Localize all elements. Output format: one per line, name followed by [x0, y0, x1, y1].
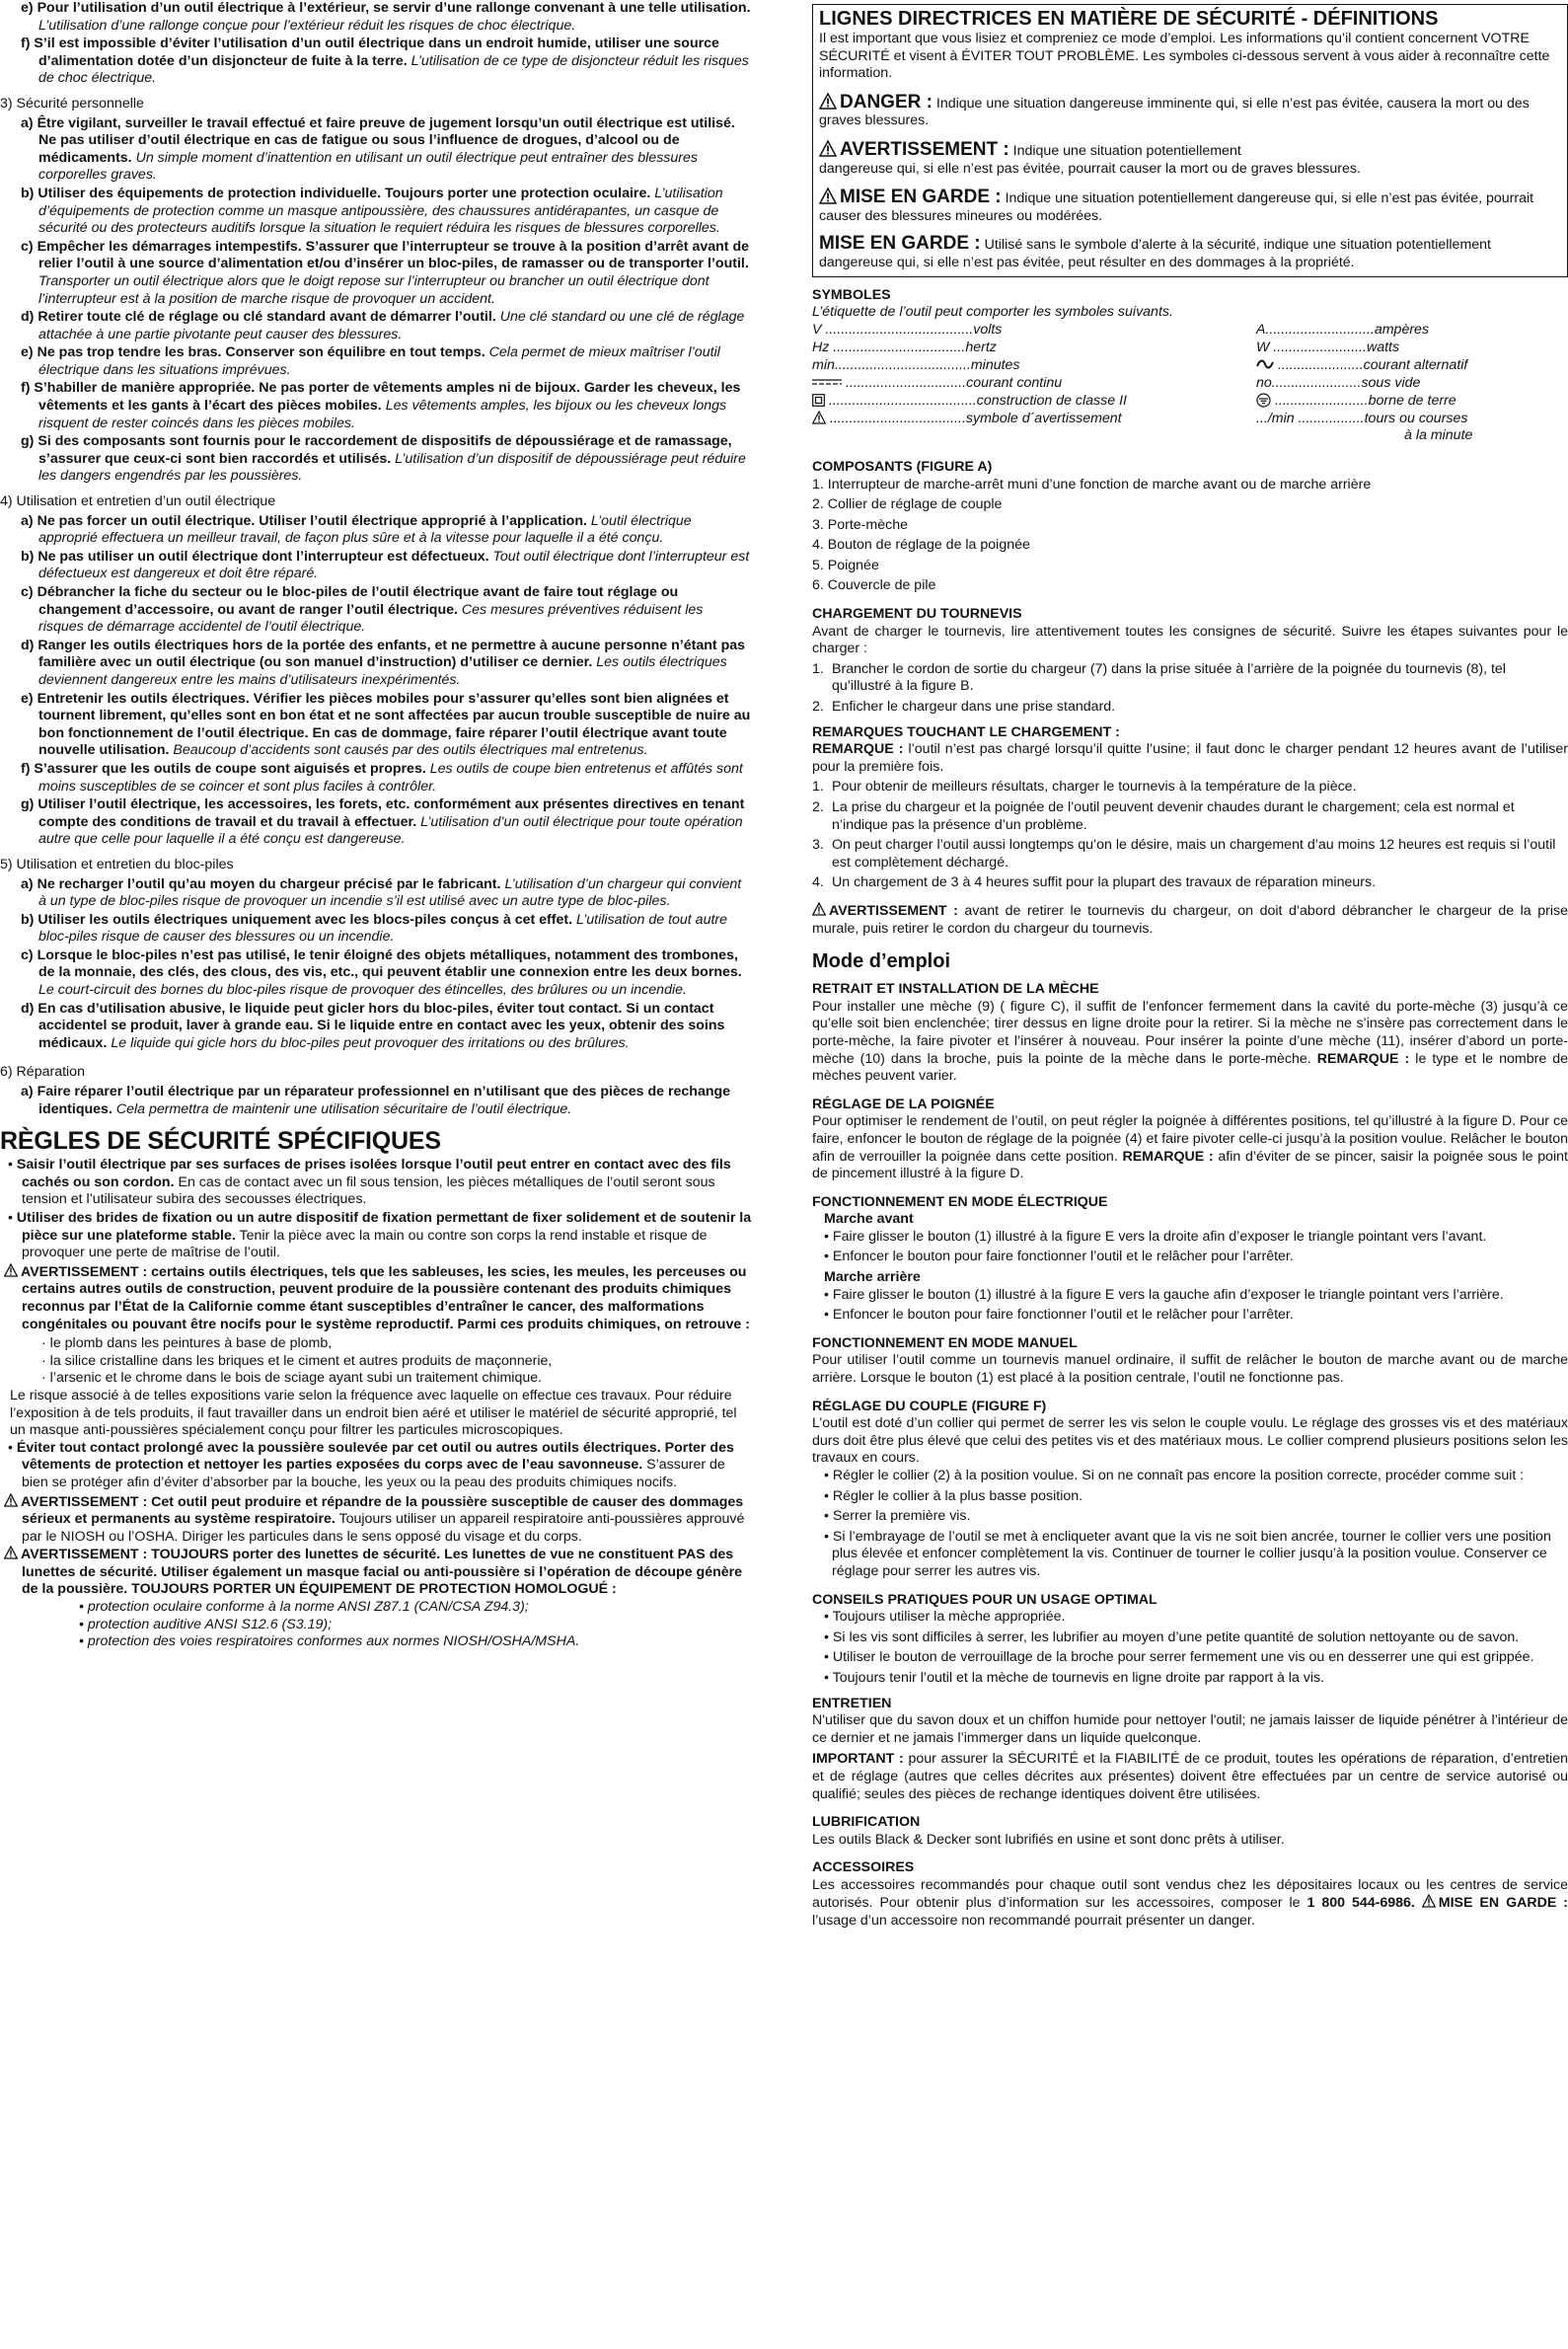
- symbol-meaning: sous vide: [1361, 374, 1421, 391]
- item-ital: Le court-circuit des bornes du bloc-piles risque de provoquer des étincelles, des brûlures ou un incendie.: [38, 982, 687, 999]
- remark-label: REMARQUE :: [1316, 1050, 1410, 1067]
- list-item: [0, 796, 752, 849]
- phone-number: 1 800 544-6986.: [1307, 1895, 1415, 1912]
- list-item: [0, 549, 752, 583]
- list-item: [0, 380, 752, 432]
- item-label: b): [21, 911, 35, 928]
- rule-bold: Saisir l’outil électrique par ses surfaces de prises isolées lorsque l’outil peut entrer en contact avec des fils cachés ou son cordon.: [16, 1157, 731, 1190]
- step-number: 2.: [812, 799, 824, 815]
- remark-text: l’outil n’est pas chargé lorsqu’il quitte l’usine; il faut donc le charger pendant 12 heures avant de l’utiliser pour la première fois.: [812, 741, 1568, 775]
- list-item: [0, 433, 752, 486]
- rule-text: Tenir la pièce avec la main ou contre son corps la rend instable et risque de provoquer une perte de maîtrise de l’outil.: [22, 1227, 708, 1261]
- handle-adjust-text: [812, 1113, 1568, 1182]
- accessories-text: [812, 1877, 1568, 1931]
- bit-install-text: [812, 999, 1568, 1086]
- list-item: [0, 691, 752, 760]
- specific-rules-title: RÈGLES DE SÉCURITÉ SPÉCIFIQUES: [0, 1127, 441, 1156]
- step-text: Brancher le cordon de sortie du chargeur (7) dans la prise située à l’arrière de la poignée du tournevis (8), tel qu’illustré à la figure B.: [832, 660, 1506, 695]
- rule-bold: AVERTISSEMENT : Cet outil peut produire et répandre de la poussière susceptible de causer des dommages sérieux et permanents au système respiratoire.: [21, 1493, 744, 1528]
- specific-rule-1: • Saisir l’outil électrique par ses surfaces de prises isolées lorsque l’outil peut entrer en contact avec des fils cachés ou son cordon. En cas de contact avec un fil sous tension, les pièces métalliques de l’outil seront sous tension et l’utilisateur subira des secousses électriques.: [8, 1157, 731, 1208]
- step-text: Enficher le chargeur dans une prise standard.: [832, 699, 1116, 716]
- remark-step: [812, 837, 1568, 871]
- avertissement-label: AVERTISSEMENT :: [840, 138, 1009, 160]
- component-item: 5. Poignée: [812, 557, 879, 573]
- list-item: [0, 239, 752, 308]
- symbol-key: Hz: [812, 339, 830, 355]
- mise-en-garde-label: MISE EN GARDE :: [840, 187, 1002, 208]
- symbol-meaning: minutes: [970, 356, 1020, 373]
- tip-item: • Toujours utiliser la mèche appropriée.: [824, 1609, 1066, 1626]
- reverse-title: Marche arrière: [824, 1269, 921, 1286]
- symbol-dots: ............................: [1265, 321, 1375, 338]
- mode-emploi-title: Mode d’emploi: [812, 950, 950, 973]
- symbol-key: W: [1256, 339, 1270, 355]
- item-bold: S’il est impossible d’éviter l’utilisation d’un outil électrique dans un endroit humide, utiliser une source d’alimentation dotée d’un disjoncteur de fuite à la terre.: [34, 36, 719, 69]
- item-e-outdoor-extension: [0, 0, 752, 35]
- remark-step: [812, 874, 1568, 892]
- paragraph-text: Pour installer une mèche (9) ( figure C), il suffit de l’enfoncer fermement dans la cavité du porte-mèche (3) jusqu’à ce qu’elle soit bien enclenchée; tirer dessus en ligne droite pour la retirer. Si la mèche ne s’insère pas correctement dans le porte-mèche, la faire pivoter et l’insérer à nouveau. Pour insérer la pointe d’une mèche (11), insérer d’abord un porte-mèche (10) dans la broche, puis la pointe de la mèche dans le porte-mèche.: [812, 998, 1568, 1067]
- item-bold: Utiliser l’outil électrique, les accessoires, les forets, etc. conformément aux présentes directives en tenant compte des conditions de travail et du travail à effectuer.: [37, 796, 745, 830]
- item-ital: Les vêtements amples, les bijoux ou les cheveux longs risquent de rester coincés dans les pièces mobiles.: [38, 398, 727, 431]
- symbol-meaning: courant alternatif: [1363, 356, 1468, 373]
- item-label: d): [21, 637, 35, 653]
- item-ital: L’utilisation d’un chargeur qui convient à un type de bloc-piles risque de provoquer un incendie s’il est utilisé avec un autre type de bloc-piles.: [38, 875, 742, 910]
- bullet-text: Si les vis sont difficiles à serrer, les lubrifier au moyen d’une petite quantité de solution nettoyante ou de savon.: [832, 1629, 1520, 1645]
- item-ital: Cela permet de mieux maîtriser l’outil électrique dans les situations imprévues.: [38, 344, 720, 378]
- protection-list: [0, 1599, 752, 1651]
- symbol-row: [812, 393, 1256, 411]
- symbol-meaning: symbole d´avertissement: [965, 410, 1122, 426]
- remarks-steps: [812, 779, 1568, 892]
- item-label: a): [21, 875, 34, 892]
- remark-step: [812, 799, 1568, 834]
- item-ital: Beaucoup d’accidents sont causés par des outils électriques mal entretenus.: [173, 742, 648, 759]
- mise-en-garde-label: MISE EN GARDE :: [819, 233, 981, 255]
- item-label: c): [21, 238, 34, 255]
- tips-title: CONSEILS PRATIQUES POUR UN USAGE OPTIMAL: [812, 1591, 1157, 1608]
- list-item: [0, 638, 752, 690]
- symbol-key: min: [812, 356, 835, 373]
- charging-title: CHARGEMENT DU TOURNEVIS: [812, 606, 1022, 623]
- charging-text: Avant de charger le tournevis, lire attentivement toutes les consignes de sécurité. Suivre les étapes suivantes pour le charger :: [812, 623, 1568, 657]
- list-item: [0, 876, 752, 911]
- symbol-dots: ......................................: [825, 321, 974, 338]
- warning-triangle-icon: [812, 902, 826, 916]
- section-4-list: [0, 513, 752, 849]
- item-label: b): [21, 185, 35, 201]
- item-ital: L’utilisation de tout autre bloc-piles risque de causer des blessures ou un incendie.: [38, 911, 728, 946]
- symbol-dots: ...................................: [834, 356, 971, 373]
- torque-item: • Si l’embrayage de l’outil se met à encliqueter avant que la vis ne soit bien ancrée, tourner le collier vers une position plus élevée et enfoncer complètement la vis. Continuer de tourner le collier jusqu’à la position voulue. Conserver ce réglage pour serrer les autres vis.: [824, 1528, 1551, 1579]
- rule-text: Toujours utiliser un appareil respiratoire anti-poussières approuvé par le NIOSH ou l’OSHA. Diriger les particules dans le sens opposé du visage et du corps.: [22, 1511, 745, 1545]
- warning-label: AVERTISSEMENT :: [829, 902, 958, 919]
- rule-bold: Utiliser des brides de fixation ou un autre dispositif de fixation permettant de fixer solidement et de soutenir la pièce sur une plateforme stable.: [16, 1210, 752, 1244]
- symbol-dots: ......................: [1277, 356, 1364, 373]
- item-bold: Utiliser des équipements de protection individuelle. Toujours porter une protection oculaire.: [37, 185, 651, 201]
- item-label: f): [21, 760, 31, 777]
- item-bold: Être vigilant, surveiller le travail effectué et faire preuve de jugement lorsqu’un outil électrique est utilisé. Ne pas utiliser d’outil électrique en cas de fatigue ou sous l’influence de drogues, d’alcool ou de médicaments.: [37, 114, 735, 166]
- warning-triangle-icon: [819, 188, 837, 204]
- list-item: [0, 186, 752, 238]
- symbol-row: [812, 411, 1256, 445]
- remark-label: REMARQUE :: [1122, 1148, 1214, 1165]
- item-bold: Entretenir les outils électriques. Vérifier les pièces mobiles pour s’assurer qu’elles sont bien alignées et tournent librement, qu’elles sont en bon état et ne sont affectées par aucun trouble susceptible de nuire au bon fonctionnement de l’outil électrique. En cas de dommage, faire réparer l’outil électrique avant toute nouvelle utilisation.: [37, 690, 751, 759]
- left-column: [0, 0, 752, 1651]
- step-text: Pour obtenir de meilleurs résultats, charger le tournevis à la température de la pièce.: [832, 779, 1357, 796]
- bullet-text: Enfoncer le bouton pour faire fonctionner l’outil et le relâcher pour l’arrêter.: [832, 1249, 1294, 1265]
- symbol-row: [1256, 393, 1472, 411]
- rule-bold: Éviter tout contact prolongé avec la poussière soulevée par cet outil ou autres outils électriques. Porter des vêtements de protection et nettoyer les parties exposées du corps avec de l’eau savonneuse.: [16, 1439, 734, 1474]
- maintenance-title: ENTRETIEN: [812, 1695, 892, 1711]
- lubrication-title: LUBRIFICATION: [812, 1814, 921, 1831]
- rule-bold: AVERTISSEMENT : certains outils électriques, tels que les sableuses, les scies, les meules, les perceuses ou certains autres outils de construction, peuvent produire de la poussière contenant des produits chimiques reconnus par l’État de la Californie comme étant susceptibles d’entraîner le cancer, des malformations congénitales ou pouvant être nocifs pour le système reproductif. Parmi ces produits chimiques, on retrouve :: [21, 1263, 750, 1332]
- list-item: [0, 513, 752, 548]
- item-label: c): [21, 584, 34, 600]
- item-label: d): [21, 1000, 35, 1017]
- component-item: 2. Collier de réglage de couple: [812, 496, 1003, 513]
- item-bold: Ranger les outils électriques hors de la portée des enfants, et ne permettre à aucune personne n’étant pas familière avec un outil électrique (ou son manuel d’instruction) d’utiliser ce dernier.: [37, 637, 746, 671]
- item-bold: En cas d’utilisation abusive, le liquide peut gicler hors du bloc-piles, éviter tout contact. Si un contact accidentel se produit, laver à grande eau. Si le liquide entre en contact avec les yeux, obtenir des soins médicaux.: [37, 1000, 725, 1051]
- item-ital: Le liquide qui gicle hors du bloc-piles peut provoquer des irritations ou des brûlures.: [111, 1034, 630, 1051]
- avertissement-text-2: dangereuse qui, si elle n’est pas évitée, pourrait causer la mort ou de graves blessures.: [819, 160, 1361, 177]
- protection-item: • protection oculaire conforme à la norme ANSI Z87.1 (CAN/CSA Z94.3);: [79, 1599, 529, 1616]
- symboles-title: SYMBOLES: [812, 286, 891, 303]
- item-ital: L’utilisation d’un outil électrique pour toute opération autre que celle pour laquelle il a été conçu est dangereuse.: [38, 813, 743, 848]
- item-bold: Lorsque le bloc-piles n’est pas utilisé, le tenir éloigné des objets métalliques, notamment des trombones, de la monnaie, des clés, des clous, des vis, etc., qui peuvent établir une connexion entre les deux bornes.: [37, 947, 742, 981]
- symbol-dots: ..................................: [833, 339, 966, 355]
- class-ii-icon: [812, 394, 825, 407]
- item-label: a): [21, 512, 34, 529]
- item-label: a): [21, 114, 34, 131]
- item-bold: Débrancher la fiche du secteur ou le bloc-piles de l’outil électrique avant de faire tout réglage ou changement d’accessoire, ou avant de ranger l’outil électrique.: [37, 584, 679, 618]
- box-title: LIGNES DIRECTRICES EN MATIÈRE DE SÉCURITÉ - DÉFINITIONS: [819, 8, 1439, 30]
- symbol-meaning: ampères: [1374, 321, 1430, 338]
- warning-triangle-icon: [1422, 1894, 1436, 1908]
- item-bold: S’assurer que les outils de coupe sont aiguisés et propres.: [34, 760, 426, 777]
- paragraph-text: Pour optimiser le rendement de l’outil, on peut régler la poignée à différentes positions, tel qu’illustré à la figure D. Pour ce faire, enfoncer le bouton de réglage de la poignée (4) et faire pivoter celle-ci jusqu’à la position voulue. Relâcher le bouton afin de verrouiller la poignée dans cette position.: [812, 1113, 1568, 1165]
- item-ital: Une clé standard ou une clé de réglage attachée à une partie pivotante peut causer des blessures.: [38, 309, 745, 342]
- remarks-title: REMARQUES TOUCHANT LE CHARGEMENT :: [812, 723, 1120, 740]
- symbol-row: [812, 357, 1256, 375]
- specific-rule-5-warning: [0, 1493, 752, 1547]
- torque-text: L’outil est doté d’un collier qui permet de serrer les vis selon le couple voulu. Le réglage des grosses vis et des matériaux durs doit être plus élevé que celui des petites vis et des matériaux mous. Le collier comprend plusieurs positions selon les travaux en cours.: [812, 1415, 1568, 1467]
- protection-item: • protection auditive ANSI S12.6 (S3.19);: [79, 1616, 333, 1632]
- step-text: La prise du chargeur et la poignée de l’outil peuvent devenir chaudes durant le chargement; cela est normal et n’indique pas la présence d’un problème.: [832, 799, 1515, 833]
- item-bold: Empêcher les démarrages intempestifs. S’assurer que l’interrupteur se trouve à la position d’arrêt avant de relier l’outil à une source d’alimentation et/ou d’insérer un bloc-piles, de ramasser ou de transporter l’outil.: [37, 238, 750, 272]
- item-ital: L’utilisation d’une rallonge conçue pour l’extérieur réduit les risques de choc électrique.: [38, 17, 576, 34]
- symbol-row: [1256, 375, 1472, 393]
- symbol-dots: .................: [1298, 410, 1365, 426]
- earth-terminal-icon: [1256, 393, 1271, 408]
- exposure-text: Le risque associé à de telles expositions varie selon la fréquence avec laquelle on effectue ces travaux. Pour réduire l’exposition à de tels produits, il faut travailler dans un endroit bien aéré et utiliser le matériel de sécurité approprié, tel un masque anti-poussières spécialement conçu pour filtrer les particules microscopiques.: [10, 1387, 737, 1439]
- symbol-key: A: [1256, 321, 1266, 338]
- component-item: 6. Couvercle de pile: [812, 577, 936, 594]
- item-ital: Les outils de coupe bien entretenus et affûtés sont moins susceptibles de se coincer et sont plus faciles à contrôler.: [38, 760, 743, 795]
- step-text: Un chargement de 3 à 4 heures suffit pour la plupart des travaux de réparation mineurs.: [832, 874, 1377, 891]
- warning-triangle-icon: [4, 1263, 18, 1277]
- item-bold: Retirer toute clé de réglage ou clé standard avant de démarrer l’outil.: [37, 309, 496, 326]
- list-item: [0, 309, 752, 343]
- item-ital: L’utilisation d’équipements de protection comme un masque antipoussière, des chaussures antidérapantes, un casque de sécurité ou des protecteurs auditifs lorsque la situation le requiert réduira les risques de blessures corporelles.: [38, 185, 723, 237]
- item-label: e): [21, 0, 34, 16]
- symbol-row: [812, 340, 1256, 357]
- step-text: On peut charger l’outil aussi longtemps qu’on le désire, mais un chargement d’au moins 12 heures est requis si l’outil est complètement déchargé.: [832, 837, 1556, 871]
- symbol-meaning-cont: à la minute: [1404, 427, 1473, 444]
- item-bold: Utiliser les outils électriques uniquement avec les blocs-piles conçus à cet effet.: [37, 911, 573, 928]
- handle-adjust-title: RÉGLAGE DE LA POIGNÉE: [812, 1096, 995, 1112]
- symbol-dots: ...................................: [829, 410, 966, 426]
- list-item: [0, 1084, 752, 1118]
- list-item: [0, 344, 752, 379]
- danger-label: DANGER :: [840, 91, 933, 113]
- charging-steps: [812, 661, 1568, 717]
- section-6-list: [0, 1084, 752, 1118]
- step-number: 3.: [812, 837, 824, 854]
- reverse-item: • Enfoncer le bouton pour faire fonctionner l’outil et le relâcher pour l’arrêter.: [824, 1307, 1294, 1324]
- list-item: [0, 761, 752, 796]
- bullet-text: Régler le collier (2) à la position voulue. Si on ne connaît pas encore la position correcte, procéder comme suit :: [832, 1468, 1525, 1483]
- item-bold: Pour l’utilisation d’un outil électrique à l’extérieur, se servir d’une rallonge convenant à une telle utilisation.: [37, 0, 751, 16]
- mise-en-garde-definition: [819, 188, 1561, 225]
- safety-definitions-box: [812, 4, 1568, 277]
- step-number: 1.: [812, 779, 824, 796]
- forward-title: Marche avant: [824, 1211, 914, 1228]
- section-3-title: 3) Sécurité personnelle: [0, 95, 144, 112]
- torque-item: • Serrer la première vis.: [824, 1508, 971, 1525]
- charging-step: [812, 699, 1568, 717]
- symbol-row: [1256, 357, 1472, 375]
- protection-item: • protection des voies respiratoires conformes aux normes NIOSH/OSHA/MSHA.: [79, 1633, 580, 1650]
- item-bold: Si des composants sont fournis pour le raccordement de dispositifs de dépoussiérage et de ramassage, s’assurer que ceux-ci sont bien raccordés et utilisés.: [37, 433, 732, 467]
- symbol-meaning: courant continu: [966, 374, 1063, 391]
- item-label: e): [21, 690, 34, 707]
- direct-current-icon: [812, 378, 842, 386]
- bit-install-title: RETRAIT ET INSTALLATION DE LA MÈCHE: [812, 981, 1099, 998]
- item-bold: Ne pas trop tendre les bras. Conserver son équilibre en tout temps.: [37, 344, 485, 361]
- forward-item: • Faire glisser le bouton (1) illustré à la figure E vers la droite afin d’exposer le triangle pointant vers l’avant.: [824, 1228, 1487, 1245]
- tip-item: • Si les vis sont difficiles à serrer, les lubrifier au moyen d’une petite quantité de solution nettoyante ou de savon.: [824, 1629, 1520, 1645]
- symbol-dots: ........................: [1273, 339, 1367, 355]
- symbol-meaning: hertz: [965, 339, 997, 355]
- caution-label: MISE EN GARDE :: [1438, 1895, 1568, 1912]
- rule-bold: AVERTISSEMENT : TOUJOURS porter des lunettes de sécurité. Les lunettes de vue ne constituent PAS des lunettes de sécurité. Utiliser également un masque facial ou anti-poussière si l’opération de découpe génère de la poussière. TOUJOURS PORTER UN ÉQUIPEMENT DE PROTECTION HOMOLOGUÉ :: [21, 1547, 743, 1598]
- item-bold: Ne pas forcer un outil électrique. Utiliser l’outil électrique approprié à l’application.: [37, 512, 587, 529]
- step-number: 2.: [812, 699, 824, 716]
- item-ital: Un simple moment d’inattention en utilisant un outil électrique peut entraîner des blessures corporelles graves.: [38, 149, 698, 184]
- bullet-text: Faire glisser le bouton (1) illustré à la figure E vers la gauche afin d’exposer le triangle pointant vers l’arrière.: [832, 1286, 1504, 1303]
- important-text: [812, 1751, 1568, 1803]
- bullet-text: Serrer la première vis.: [832, 1508, 971, 1525]
- step-number: 4.: [812, 874, 824, 891]
- danger-definition: [819, 93, 1561, 130]
- item-label: c): [21, 947, 34, 963]
- item-label: f): [21, 36, 31, 52]
- warning-text: avant de retirer le tournevis du chargeur, on doit d’abord débrancher le chargeur de la prise murale, puis retirer le cordon du chargeur du tournevis.: [812, 902, 1568, 937]
- warning-triangle-icon: [812, 411, 826, 424]
- electric-mode-title: FONCTIONNEMENT EN MODE ÉLECTRIQUE: [812, 1193, 1108, 1210]
- torque-item: • Régler le collier à la plus basse position.: [824, 1487, 1083, 1504]
- warning-triangle-icon: [819, 140, 837, 157]
- warning-triangle-icon: [819, 93, 837, 110]
- symbol-meaning: volts: [973, 321, 1003, 338]
- symbol-meaning: borne de terre: [1368, 392, 1456, 409]
- avertissement-text: Indique une situation potentiellement: [1012, 142, 1241, 159]
- item-label: d): [21, 309, 35, 326]
- symbol-dots: ........................: [1274, 392, 1369, 409]
- forward-item: • Enfoncer le bouton pour faire fonctionner l’outil et le relâcher pour l’arrêter.: [824, 1249, 1294, 1265]
- symbol-row: [1256, 340, 1472, 357]
- remark-text: le type et le nombre de mèches peuvent varier.: [812, 1050, 1568, 1085]
- bullet-text: Toujours tenir l’outil et la mèche de tournevis en ligne droite par rapport à la vis.: [832, 1669, 1325, 1686]
- chemicals-list: [0, 1335, 752, 1388]
- list-item: [0, 115, 752, 185]
- symbol-row: [1256, 411, 1472, 445]
- symboles-intro: L’étiquette de l’outil peut comporter les symboles suivants.: [812, 304, 1173, 321]
- right-column: [812, 0, 1568, 1931]
- item-ital: L’utilisation de ce type de disjoncteur réduit les risques de choc électrique.: [38, 52, 749, 87]
- item-label: g): [21, 433, 35, 450]
- bullet-text: Si l’embrayage de l’outil se met à encliqueter avant que la vis ne soit bien ancrée, tourner le collier vers une position plus élevée et enfoncer complètement la vis. Continuer de tourner le collier jusqu’à la position voulue. Conserver ce réglage pour serrer les autres vis.: [832, 1528, 1551, 1579]
- component-item: 4. Bouton de réglage de la poignée: [812, 537, 1030, 554]
- torque-item: • Régler le collier (2) à la position voulue. Si on ne connaît pas encore la position correcte, procéder comme suit :: [824, 1468, 1525, 1483]
- charger-warning: [812, 902, 1568, 938]
- item-bold: Ne pas utiliser un outil électrique dont l’interrupteur est défectueux.: [37, 548, 489, 565]
- item-f-gfci: [0, 36, 752, 88]
- item-ital: L’outil électrique approprié effectuera un meilleur travail, de façon plus sûre et à la vitesse pour laquelle il a été conçu.: [38, 512, 692, 547]
- symbol-key: V: [812, 321, 822, 338]
- paragraph-text: Les accessoires recommandés pour chaque outil sont vendus chez les dépositaires locaux ou les centres de service autorisés. Pour obtenir plus d’information sur les accessoires, composer le: [812, 1876, 1568, 1912]
- item-ital: Ces mesures préventives réduisent les risques de démarrage accidentel de l’outil électrique.: [38, 601, 704, 636]
- component-item: 3. Porte-mèche: [812, 516, 908, 533]
- symbol-meaning: watts: [1366, 339, 1400, 355]
- mise-en-garde-text: Utilisé sans le symbole d’alerte à la sécurité, indique une situation potentiellement dangereuse qui, si elle n’est pas évitée, peut résulter en des dommages à la propriété.: [819, 237, 1491, 270]
- maintenance-text: N'utiliser que du savon doux et un chiffon humide pour nettoyer l'outil; ne jamais laisser de liquide pénétrer à l’intérieur de ce dernier et ne jamais l’immerger dans un liquide quelconque.: [812, 1712, 1568, 1746]
- symbol-meaning: construction de classe II: [976, 392, 1127, 409]
- remarks-text: [812, 741, 1568, 776]
- item-ital: Cela permettra de maintenir une utilisation sécuritaire de l’outil électrique.: [115, 1100, 572, 1117]
- symbols-table: [812, 322, 1472, 445]
- torque-title: RÉGLAGE DU COUPLE (FIGURE F): [812, 1398, 1047, 1414]
- manual-mode-text: Pour utiliser l’outil comme un tournevis manuel ordinaire, il suffit de relâcher le bouton de marche avant ou de marche arrière. Lorsque le bouton (1) est placé à la position centrale, l’outil ne fonctionne pas.: [812, 1352, 1568, 1387]
- specific-rule-3-warning: [0, 1263, 752, 1333]
- specific-rule-4: • Éviter tout contact prolongé avec la poussière soulevée par cet outil ou autres outils électriques. Porter des vêtements de protection et nettoyer les parties exposées du corps avec de l’eau savonneuse. S’assurer de bien se protéger afin d’éviter d’absorber par la bouche, les yeux ou la peau des produits chimiques nocifs.: [8, 1439, 734, 1490]
- tip-item: • Utiliser le bouton de verrouillage de la broche pour serrer fermement une vis ou en desserrer une qui est grippée.: [824, 1649, 1534, 1666]
- mise-en-garde-text: Indique une situation potentiellement dangereuse qui, si elle n’est pas évitée, pourrait causer des blessures mineures ou modérées.: [819, 190, 1534, 224]
- chemicals-item: · l’arsenic et le chrome dans le bois de sciage ayant subi un traitement chimique.: [41, 1370, 543, 1387]
- bullet-text: Faire glisser le bouton (1) illustré à la figure E vers la droite afin d’exposer le triangle pointant vers l’avant.: [832, 1228, 1487, 1245]
- specific-rule-6-warning: [0, 1546, 752, 1599]
- caution-text: l’usage d’un accessoire non recommandé pourrait présenter un danger.: [812, 1913, 1255, 1930]
- symbol-dots: .......................: [1271, 374, 1362, 391]
- components-list: [812, 477, 1568, 596]
- section-5-title: 5) Utilisation et entretien du bloc-piles: [0, 856, 234, 872]
- section-5-list: [0, 876, 752, 1053]
- tip-item: • Toujours tenir l’outil et la mèche de tournevis en ligne droite par rapport à la vis.: [824, 1669, 1325, 1686]
- bullet-text: Régler le collier à la plus basse position.: [832, 1487, 1083, 1504]
- step-number: 1.: [812, 660, 824, 677]
- rule-text: S’assurer de bien se protéger afin d’éviter d’absorber par la bouche, les yeux ou la peau des produits chimiques nocifs.: [22, 1457, 725, 1490]
- list-item: [0, 947, 752, 1000]
- symbol-dots: ......................................: [828, 392, 977, 409]
- remark-step: [812, 779, 1568, 796]
- mise-en-garde-property-definition: [819, 235, 1561, 271]
- symbol-key: .../min: [1256, 410, 1295, 426]
- components-title: COMPOSANTS (FIGURE A): [812, 458, 993, 475]
- remark-label: REMARQUE :: [812, 741, 904, 758]
- component-item: 1. Interrupteur de marche-arrêt muni d’une fonction de marche avant ou de marche arrière: [812, 476, 1372, 493]
- accessories-title: ACCESSOIRES: [812, 1859, 915, 1876]
- rule-text: En cas de contact avec un fil sous tension, les pièces métalliques de l’outil seront sous tension et l’utilisateur subira des secousses électriques.: [22, 1174, 715, 1208]
- avertissement-definition: [819, 140, 1561, 178]
- item-ital: Les outils électriques deviennent dangereux entre les mains d’utilisateurs inexpérimentés.: [38, 654, 727, 688]
- symbol-row: [812, 375, 1256, 393]
- item-bold: Faire réparer l’outil électrique par un réparateur professionnel en n’utilisant que des pièces de rechange identiques.: [37, 1084, 731, 1117]
- chemicals-item: · le plomb dans les peintures à base de plomb,: [41, 1335, 333, 1352]
- item-bold: Ne recharger l’outil qu’au moyen du chargeur précisé par le fabricant.: [37, 875, 501, 892]
- item-bold: S’habiller de manière appropriée. Ne pas porter de vêtements amples ni de bijoux. Garder les cheveux, les vêtements et les gants à l’écart des pièces mobiles.: [34, 380, 741, 415]
- item-label: a): [21, 1084, 34, 1100]
- item-label: f): [21, 380, 31, 397]
- specific-rule-2: • Utiliser des brides de fixation ou un autre dispositif de fixation permettant de fixer solidement et de soutenir la pièce sur une plateforme stable. Tenir la pièce avec la main ou contre son corps la rend instable et risque de provoquer une perte de maîtrise de l’outil.: [8, 1210, 752, 1261]
- item-ital: Transporter un outil électrique alors que le doigt repose sur l’interrupteur ou brancher un outil électrique dont l’interrupteur est à la position de marche risque de provoquer un accident.: [38, 272, 709, 307]
- symbol-key: no: [1256, 374, 1272, 391]
- list-item: [0, 912, 752, 947]
- alternating-current-icon: [1256, 358, 1274, 370]
- item-label: g): [21, 796, 35, 813]
- box-intro: Il est important que vous lisiez et compreniez ce mode d’emploi. Les informations qu’il contient concernent VOTRE SÉCURITÉ et visent à ÉVITER TOUT PROBLÈME. Les symboles ci-dessous servent à vous aider à reconnaître cette information.: [819, 31, 1550, 82]
- list-item: [0, 1001, 752, 1053]
- item-label: e): [21, 344, 34, 361]
- item-label: b): [21, 548, 35, 565]
- remark-text: afin d’éviter de se pincer, saisir la poignée sous le point de pincement illustré à la figure D.: [812, 1148, 1568, 1182]
- lubrication-text: Les outils Black & Decker sont lubrifiés en usine et sont donc prêts à utiliser.: [812, 1831, 1285, 1848]
- manual-mode-title: FONCTIONNEMENT EN MODE MANUEL: [812, 1334, 1078, 1351]
- warning-triangle-icon: [4, 1546, 18, 1559]
- section-4-title: 4) Utilisation et entretien d’un outil électrique: [0, 493, 276, 510]
- list-item: [0, 584, 752, 637]
- danger-text: Indique une situation dangereuse imminente qui, si elle n’est pas évitée, causera la mort ou des graves blessures.: [819, 95, 1530, 129]
- chemicals-item: · la silice cristalline dans les briques et le ciment et autres produits de maçonnerie,: [41, 1352, 553, 1369]
- important-label: IMPORTANT :: [812, 1751, 904, 1768]
- section-3-list: [0, 115, 752, 486]
- section-6-title: 6) Réparation: [0, 1064, 85, 1081]
- symbol-row: [812, 322, 1256, 340]
- paragraph-text: pour assurer la SÉCURITÉ et la FIABILITÉ de ce produit, toutes les opérations de réparation, d’entretien et de réglage (autres que celles décrites aux présentes) doivent être effectuées par un centre de service autorisé ou qualifié; seules des pièces de rechange identiques doivent être utilisées.: [812, 1751, 1568, 1802]
- bullet-text: Enfoncer le bouton pour faire fonctionner l’outil et le relâcher pour l’arrêter.: [832, 1307, 1294, 1324]
- bullet-text: Utiliser le bouton de verrouillage de la broche pour serrer fermement une vis ou en desserrer une qui est grippée.: [832, 1649, 1534, 1666]
- symbol-row: [1256, 322, 1472, 340]
- symbol-dots: ...............................: [845, 374, 967, 391]
- warning-triangle-icon: [4, 1493, 18, 1507]
- charging-step: [812, 661, 1568, 696]
- bullet-text: Toujours utiliser la mèche appropriée.: [832, 1609, 1066, 1626]
- item-ital: Tout outil électrique dont l’interrupteur est défectueux est dangereux et doit être réparé.: [38, 548, 750, 582]
- symbol-meaning: tours ou courses: [1364, 410, 1468, 426]
- item-ital: L’utilisation d’un dispositif de dépoussiérage peut réduire les dangers engendrés par les poussières.: [38, 450, 746, 485]
- reverse-item: • Faire glisser le bouton (1) illustré à la figure E vers la gauche afin d’exposer le triangle pointant vers l’arrière.: [824, 1286, 1504, 1303]
